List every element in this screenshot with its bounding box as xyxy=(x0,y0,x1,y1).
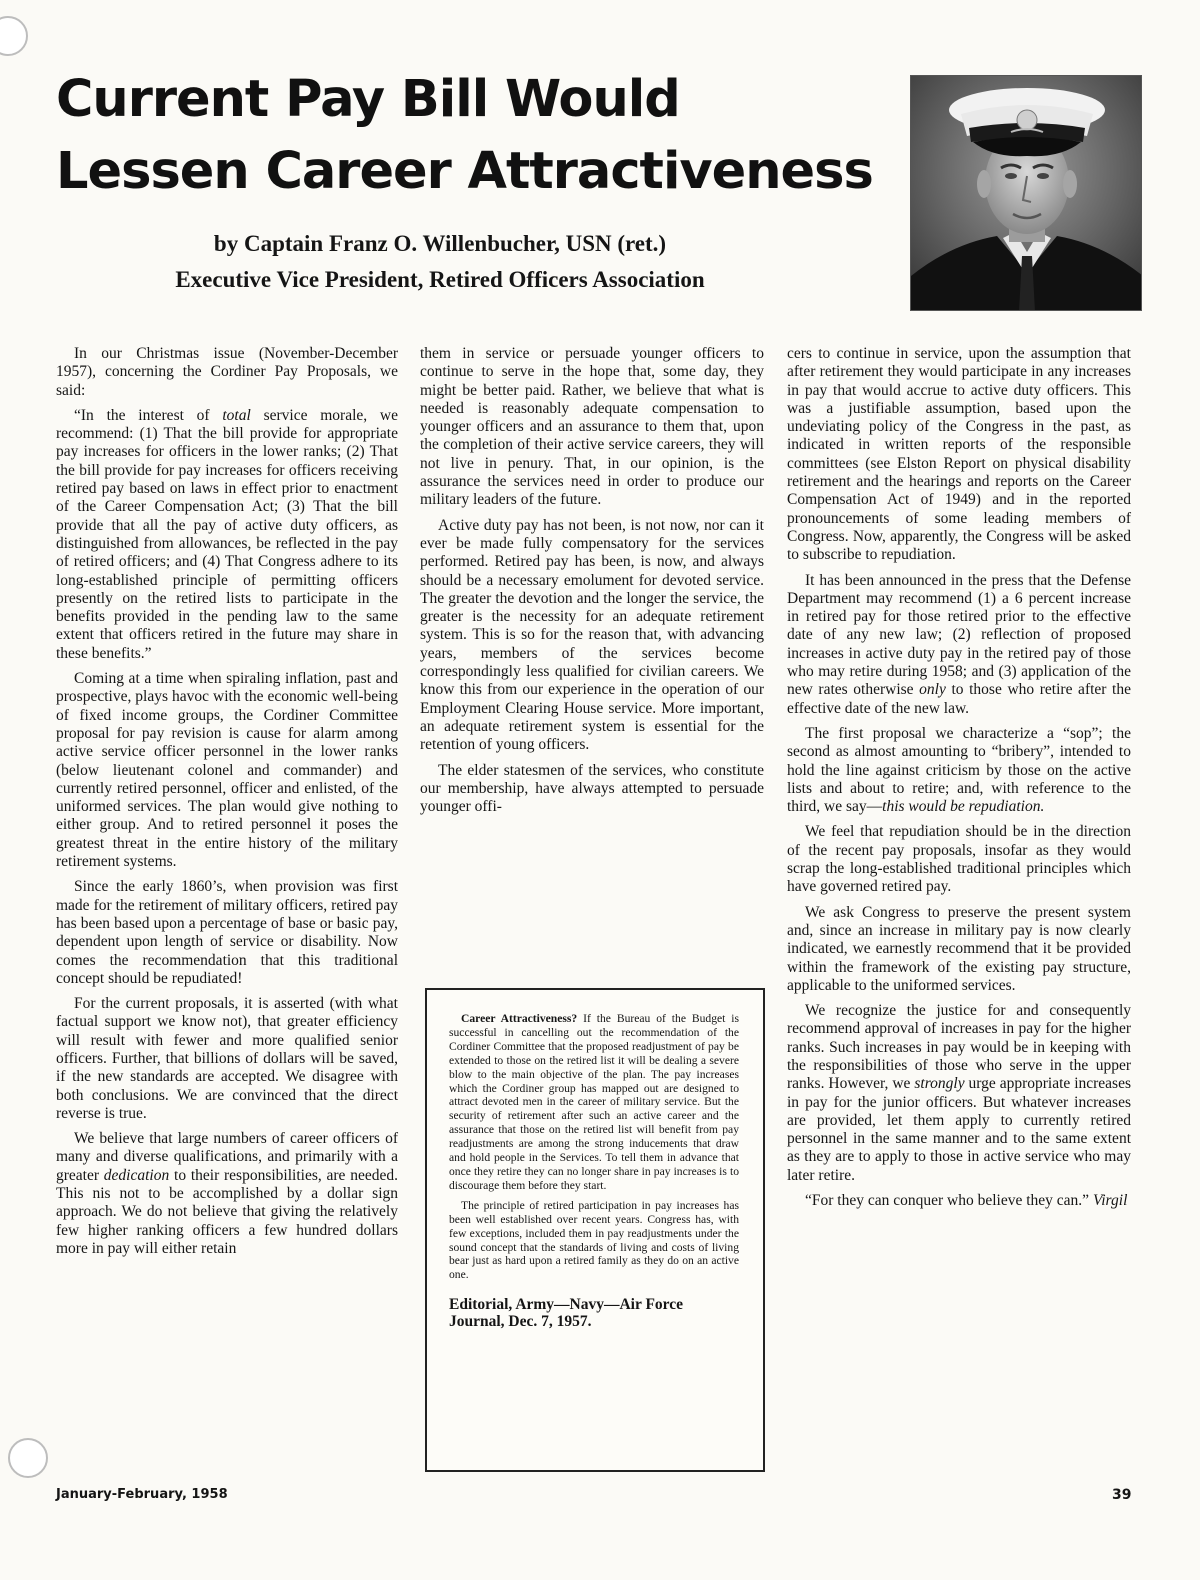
article-column-1 xyxy=(56,345,398,1265)
paragraph: The first proposal we characterize a “sop”; the second as almost amounting to “bribery”, intended to hold the line against criticism by those on the active lists and about to retire; and, with reference to the third, we say—this would be repudiation. xyxy=(787,724,1131,816)
article-column-2 xyxy=(420,345,764,823)
sidebar-paragraph: Career Attractiveness? If the Bureau of the Budget is successful in cancelling out the recommendation of the Cordiner Committee that the proposed readjustment of pay be extended to those on the retired list it will be dealing a severe blow to the main objective of the plan. The pay increases which the Cordiner group has mapped out are designed to attract devoted men in the career of military service. But the security of retirement after such an active career and the assurance that those on the retired list will benefit from pay readjustments are among the strong inducements that draw and hold people in the Services. To tell them in advance that once they retire they can no longer share in pay increases is to discourage them before they start. xyxy=(449,1012,740,1192)
paragraph: The elder statesmen of the services, who constitute our membership, have always attempted to persuade younger offi- xyxy=(420,761,764,816)
quoted-paragraph: “In the interest of total service morale, we recommend: (1) That the bill provide for appropriate pay increases for officers in the lower ranks; (2) That the bill provide for pay increases for officers receiving retired pay based on laws in effect prior to enactment of the Career Compensation Act; (3) That the bill provide that all the pay of active duty officers, as distinguished from allowances, be reflected in the pay of retired officers; and (4) That Congress adhere to its long-established principle of permitting officers presently on the retired lists to participate in the benefits provided in the pending law to the same extent that officers retired in the future may share in these benefits.” xyxy=(56,406,398,662)
author-byline: by Captain Franz O. Willenbucher, USN (ret.) xyxy=(213,231,667,256)
sidebar-lead: Career Attractiveness? xyxy=(461,1012,578,1025)
paragraph: We believe that large numbers of career officers of many and diverse qualifications, and primarily with a greater dedication to their responsibilities, are needed. This nis not to be accomplished by a dollar sign approach. We do not believe that giving the relatively few higher ranking officers a few hundred dollars more in pay will either retain xyxy=(56,1130,398,1257)
author-affiliation: Executive Vice President, Retired Officers Association xyxy=(175,267,705,292)
article-column-3 xyxy=(787,345,1131,1217)
editorial-sidebar-box xyxy=(425,988,765,1472)
paragraph: them in service or persuade younger officers to continue to serve in the hope that, some day, they might be better paid. Rather, we believe that what is needed is reasonably adequate compensation to younger officers and an assurance to them that, upon the completion of their active service careers, they will not live in penury. That, in our opinion, is the assurance the services need in order to produce our military leaders of the future. xyxy=(420,345,764,509)
punch-hole-top xyxy=(0,16,28,56)
issue-date: January-February, 1958 xyxy=(56,1487,228,1502)
sidebar-source: Editorial, Army—Navy—Air Force Journal, Dec. 7, 1957. xyxy=(449,1296,684,1331)
paragraph: Active duty pay has not been, is not now, nor can it ever be made fully compensatory for the services performed. Retired pay has been, is now, and always should be a necessary emolument for devoted service. The greater the devotion and the longer the service, the greater is the necessity for an adequate retirement system. This is so for the reason that, with advancing years, members of the services become correspondingly less qualified for civilian careers. We know this from our experience in the operation of our Employment Clearing House service. More important, an adequate retirement system is essential for the retention of young officers. xyxy=(420,516,764,754)
paragraph: It has been announced in the press that the Defense Department may recommend (1) a 6 percent increase in retired pay for those retired prior to the effective date of any new law; (2) reflection of proposed increases in active duty pay in the retired pay of those who may retire during 1958; and (3) application of the new rates otherwise only to those who retire after the effective date of the new law. xyxy=(787,571,1131,717)
paragraph: In our Christmas issue (November-December 1957), concerning the Cordiner Pay Proposals, we said: xyxy=(56,345,398,399)
author-portrait xyxy=(910,75,1142,311)
paragraph: cers to continue in service, upon the assumption that after retirement they would participate in any increases in pay that would accrue to active duty officers. This was a justifiable assumption, based upon the undeviating policy of the Congress in the past, as indicated in written reports of the responsible committees (see Elston Report on physical disability retirement and the hearings and reports on the Career Compensation Act of 1949) and in the reported pronouncements of some leading members of Congress. Now, apparently, the Congress will be asked to subscribe to repudiation. xyxy=(787,345,1131,564)
paragraph: We ask Congress to preserve the present system and, since an increase in military pay is now clearly indicated, we earnestly recommend that it be provided within the framework of the existing pay structure, applicable to the uniformed services. xyxy=(787,903,1131,994)
title-line-2: Lessen Career Attractiveness xyxy=(56,142,873,201)
paragraph: For the current proposals, it is asserted (with what factual support we know not), that greater efficiency will result with fewer and more qualified senior officers. Further, that billions of dollars will be saved, if the new standards are accepted. We disagree with both conclusions. We are convinced that the direct reverse is true. xyxy=(56,995,398,1122)
paragraph: We recognize the justice for and consequently recommend approval of increases in pay for the higher ranks. Such increases in pay would be in keeping with the responsibilities of those who serve in the upper ranks. However, we strongly urge appropriate increases in pay for the junior officers. But whatever increases are provided, let them apply to currently retired personnel in the same manner and to the same extent as they are to apply to those in active service who may later retire. xyxy=(787,1002,1131,1184)
article-title xyxy=(56,64,876,208)
title-line-1: Current Pay Bill Would xyxy=(56,70,680,129)
sidebar-paragraph: The principle of retired participation in pay increases has been well established over recent years. Congress has, with few exceptions, included them in pay readjustments under the sound concept that the standards of living and costs of living bear just as hard upon a retired family as they do on an active one. xyxy=(449,1198,739,1282)
closing-quote: “For they can conquer who believe they can.” Virgil xyxy=(805,1192,1128,1210)
punch-hole-bottom xyxy=(8,1438,48,1478)
paragraph: Since the early 1860’s, when provision was first made for the retirement of military officers, retired pay has been based upon a percentage of base or basic pay, dependent upon length of service or disability. Now comes the recommendation that this traditional concept should be repudiated! xyxy=(56,878,398,987)
page-number: 39 xyxy=(1112,1487,1132,1503)
paragraph: Coming at a time when spiraling inflation, past and prospective, plays havoc with the economic well-being of fixed income groups, the Cordiner Committee proposal for pay revision is cause for alarm among active service officer personnel in the lower ranks (below lieutenant colonel and commander) and currently retired personnel, officer and enlisted, of the uniformed services. The plan would give nothing to either group. And to retired personnel it poses the greatest threat in the entire history of the military retirement systems. xyxy=(56,670,398,871)
paragraph: We feel that repudiation should be in the direction of the recent pay proposals, insofar as they would scrap the long-established traditional principles which have governed retired pay. xyxy=(787,823,1131,896)
